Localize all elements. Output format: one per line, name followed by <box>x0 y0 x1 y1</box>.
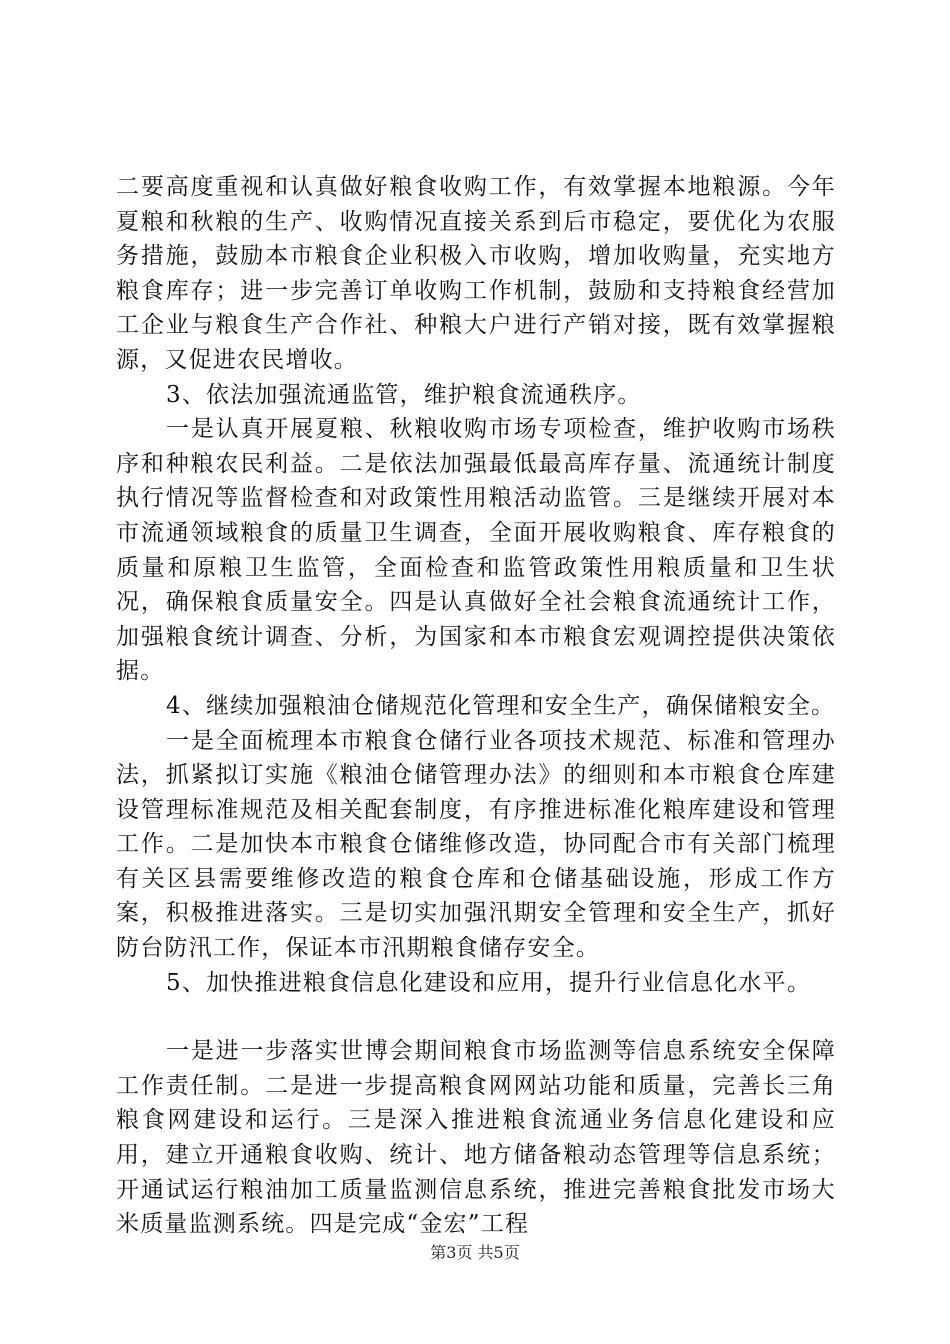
heading-storage-management: 4、继续加强粮油仓储规范化管理和安全生产，确保储粮安全。 <box>166 692 836 719</box>
heading-circulation-supervision: 3、依法加强流通监管，维护粮食流通秩序。 <box>166 381 642 408</box>
paragraph-storage-management: 一是全面梳理本市粮食仓储行业各项技术规范、标准和管理办法，抓紧拟订实施《粮油仓储管理办法》的细则和本市粮食仓库建设管理标准规范及相关配套制度，有序推进标准化粮库建设和管理工作。二是加快本市粮食仓储维修改造，协同配合市有关部门梳理有关区县需要维修改造的粮食仓库和仓储基础设施，形成工作方案，积极推进落实。三是切实加强汛期安全管理和安全生产，抓好防台防汛工作，保证本市汛期粮食储存安全。 <box>116 727 836 962</box>
page-number-footer: 第3页 共5页 <box>430 1243 520 1262</box>
document-body <box>116 170 836 1242</box>
paragraph-circulation-supervision: 一是认真开展夏粮、秋粮收购市场专项检查，维护收购市场秩序和种粮农民利益。二是依法加强最低最高库存量、流通统计制度执行情况等监督检查和对政策性用粮活动监管。三是继续开展对本市流通领域粮食的质量卫生调查，全面开展收购粮食、库存粮食的质量和原粮卫生监管，全面检查和监管政策性用粮质量和卫生状况，确保粮食质量安全。四是认真做好全社会粮食流通统计工作，加强粮食统计调查、分析，为国家和本市粮食宏观调控提供决策依据。 <box>116 416 836 685</box>
heading-informatization: 5、加快推进粮食信息化建设和应用，提升行业信息化水平。 <box>166 969 812 996</box>
paragraph-informatization: 一是进一步落实世博会期间粮食市场监测等信息系统安全保障工作责任制。二是进一步提高粮食网网站功能和质量，完善长三角粮食网建设和运行。三是深入推进粮食流通业务信息化建设和应用，建立开通粮食收购、统计、地方储备粮动态管理等信息系统；开通试运行粮油加工质量监测信息系统，推进完善粮食批发市场大米质量监测系统。四是完成“金宏”工程 <box>116 1038 836 1238</box>
paragraph-grain-purchase: 二要高度重视和认真做好粮食收购工作，有效掌握本地粮源。今年夏粮和秋粮的生产、收购情况直接关系到后市稳定，要优化为农服务措施，鼓励本市粮食企业积极入市收购，增加收购量，充实地方粮食库存；进一步完善订单收购工作机制，鼓励和支持粮食经营加工企业与粮食生产合作社、种粮大户进行产销对接，既有效掌握粮源，又促进农民增收。 <box>116 174 836 373</box>
